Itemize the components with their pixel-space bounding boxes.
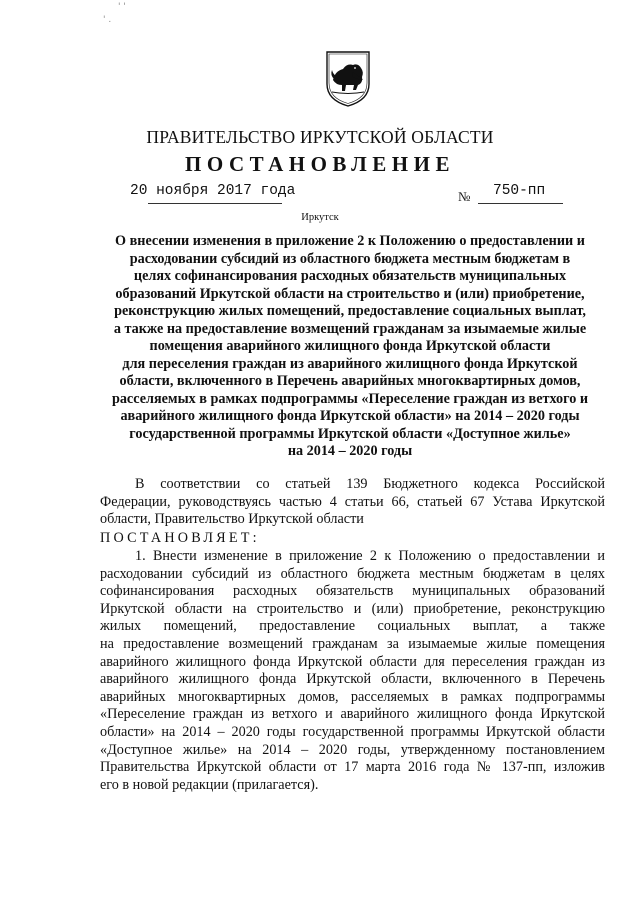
date-underline: [148, 203, 282, 204]
title-line: области, включенного в Перечень аварийных многоквартирных домов,: [119, 373, 581, 389]
item-line: 1. Внести изменение в приложение 2 к Положению о предоставлении и: [135, 548, 605, 564]
number-underline: [478, 203, 563, 204]
scan-mark: ' .: [103, 15, 112, 25]
number-sign: №: [458, 189, 471, 204]
title-line: а также на предоставление возмещений гражданам за изымаемые жилые: [113, 320, 587, 337]
item-line: софинансирования расходных обязательств муниципальных образований: [100, 583, 605, 600]
item-line: аварийного жилищного фонда Иркутской области, включенного в Перечень: [100, 671, 605, 688]
title-line: О внесении изменения в приложение 2 к Положению о предоставлении и: [115, 233, 585, 249]
title-line: расселяемых в рамках подпрограммы «Переселение граждан из ветхого и: [111, 390, 589, 407]
scan-mark: ' ': [118, 2, 126, 12]
title-line: помещения аварийного жилищного фонда Иркутской области: [149, 338, 551, 354]
preamble-line: области, Правительство Иркутской области: [100, 511, 364, 528]
item-line: на предоставление возмещений гражданам за изымаемые жилые помещения: [100, 635, 605, 652]
title-line: целях софинансирования расходных обязательств муниципальных: [133, 268, 567, 284]
government-name: ПРАВИТЕЛЬСТВО ИРКУТСКОЙ ОБЛАСТИ: [146, 127, 494, 147]
title-line: государственной программы Иркутской области «Доступное жилье»: [129, 425, 571, 442]
title-line: на 2014 – 2020 годы: [287, 443, 413, 459]
preamble-paragraph: [100, 476, 605, 529]
item-line: «Доступное жилье» на 2014 – 2020 годы, утвержденному постановлением: [100, 741, 605, 758]
item-1-paragraph: [100, 548, 605, 794]
title-line: реконструкцию жилых помещений, предоставление социальных выплат,: [114, 303, 586, 319]
decree-word: ПОСТАНОВЛЯЕТ:: [100, 530, 260, 546]
title-line: образований Иркутской области на строительство и (или) приобретение,: [115, 285, 585, 302]
item-line: Правительства Иркутской области от 17 марта 2016 года № 137-пп, изложив: [100, 759, 605, 776]
item-line: жилых помещений, предоставление социальных выплат, а также: [100, 618, 605, 635]
document-type-title: ПОСТАНОВЛЕНИЕ: [185, 152, 455, 176]
decree-date-value: 20 ноября 2017 года: [130, 183, 296, 199]
item-line: «Переселение граждан из ветхого и аварийного жилищного фонда Иркутской: [100, 706, 605, 723]
city-name: Иркутск: [301, 212, 339, 223]
preamble-line: Федерации, руководствуясь частью 4 статьи 66, статьей 67 Устава Иркутской: [100, 493, 605, 510]
preamble-line: В соответствии со статьей 139 Бюджетного кодекса Российской: [135, 476, 605, 492]
decree-number: 750-пп: [493, 183, 546, 199]
title-line: для переселения граждан из аварийного жилищного фонда Иркутской: [122, 355, 578, 372]
title-line: расходовании субсидий из областного бюджета местным бюджетам в: [129, 250, 571, 267]
item-line: области» на 2014 – 2020 годы государственной программы Иркутской области: [100, 723, 605, 740]
item-line: расходовании субсидий из областного бюджета местным бюджетам в целях: [100, 565, 605, 582]
item-line: его в новой редакции (прилагается).: [100, 776, 319, 793]
item-line: аварийных многоквартирных домов, расселяемых в рамках подпрограммы: [100, 688, 605, 705]
decree-date: [130, 183, 295, 200]
decree-title: [90, 233, 610, 461]
item-line: аварийного жилищного фонда Иркутской области для переселения граждан из: [100, 653, 605, 670]
item-line: Иркутской области на строительство и (или) приобретение, реконструкцию: [100, 600, 605, 617]
coat-of-arms-emblem: [325, 50, 371, 108]
title-line: аварийного жилищного фонда Иркутской области» на 2014 – 2020 годы: [120, 408, 580, 424]
